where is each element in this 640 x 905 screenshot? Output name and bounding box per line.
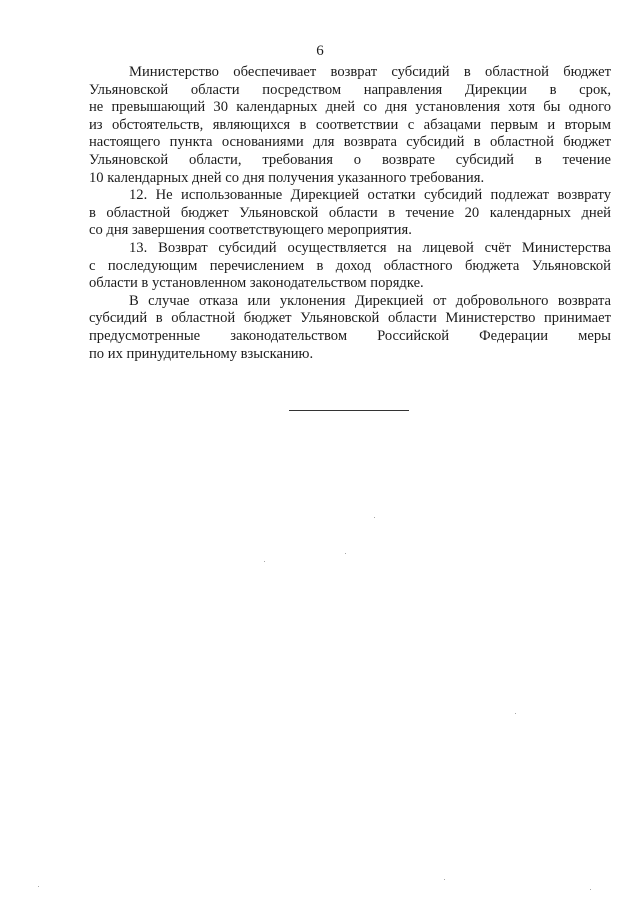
text-line: Ульяновской области посредством направления Дирекции в срок, xyxy=(89,81,611,98)
body-text xyxy=(89,64,611,363)
text-line: 13. Возврат субсидий осуществляется на лицевой счёт Министерства xyxy=(129,239,611,256)
scan-speck xyxy=(590,889,591,890)
text-line: области в установленном законодательством порядке. xyxy=(89,275,424,292)
text-line: по их принудительному взысканию. xyxy=(89,345,314,362)
text-line: не превышающий 30 календарных дней со дня установления хотя бы одного xyxy=(89,99,611,116)
scan-speck xyxy=(38,886,39,887)
text-line: со дня завершения соответствующего мероприятия. xyxy=(89,222,412,239)
text-line: в областной бюджет Ульяновской области в течение 20 календарных дней xyxy=(89,204,611,221)
separator-line xyxy=(289,410,409,411)
text-line: Министерство обеспечивает возврат субсидий в областной бюджет xyxy=(129,64,611,80)
text-line: В случае отказа или уклонения Дирекцией от добровольного возврата xyxy=(129,292,611,309)
page-number: 6 xyxy=(316,43,324,59)
scan-speck xyxy=(264,561,265,562)
scan-speck xyxy=(374,517,375,518)
text-line: Ульяновской области, требования о возврате субсидий в течение xyxy=(89,151,611,168)
scan-speck xyxy=(515,713,516,714)
text-line: субсидий в областной бюджет Ульяновской области Министерство принимает xyxy=(89,310,611,327)
text-line: настоящего пункта основаниями для возврата субсидий в областной бюджет xyxy=(89,134,611,151)
scan-speck xyxy=(444,879,445,880)
text-line: из обстоятельств, являющихся в соответствии с абзацами первым и вторым xyxy=(89,116,611,133)
text-line: 12. Не использованные Дирекцией остатки субсидий подлежат возврату xyxy=(129,187,611,204)
text-line: 10 календарных дней со дня получения указанного требования. xyxy=(89,169,485,186)
scan-speck xyxy=(345,553,346,554)
text-line: с последующим перечислением в доход областного бюджета Ульяновской xyxy=(89,257,611,274)
text-line: предусмотренные законодательством Российской Федерации меры xyxy=(89,327,611,344)
